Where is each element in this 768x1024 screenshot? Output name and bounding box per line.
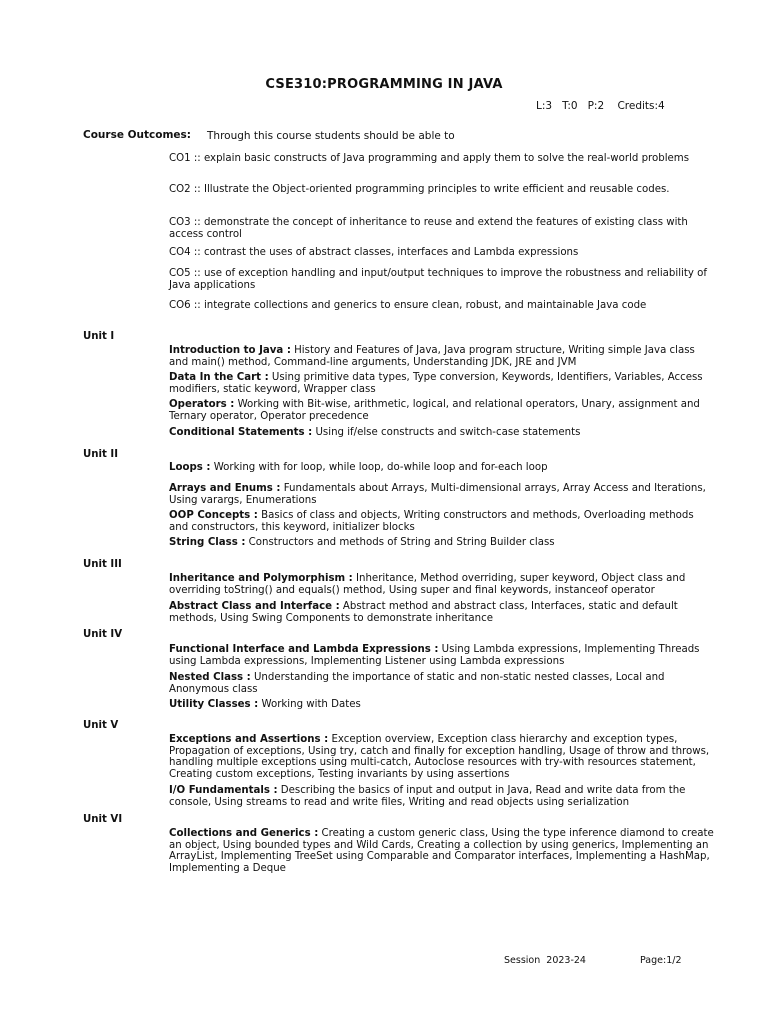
topic-body: Exception overview, Exception class hierarchy and exception types, Propagation of exceptions, Using try, catch and finally for exception handling, Usage of throw and throws, handling multiple exceptions using multi-catch, Autoclose resources with try-with resources statement, Creating custom exceptions, Testing invariants by using assertions	[169, 734, 710, 780]
unit-topic	[169, 483, 714, 506]
unit-topic	[169, 672, 714, 695]
unit-topic	[169, 345, 714, 368]
course-outcome-4: CO4 :: contrast the uses of abstract classes, interfaces and Lambda expressions	[169, 247, 579, 258]
topic-heading: Collections and Generics :	[169, 828, 319, 839]
topic-body: History and Features of Java, Java program structure, Writing simple Java class and main() method, Command-line arguments, Understanding JDK, JRE and JVM	[169, 345, 695, 368]
topic-heading: Loops :	[169, 462, 211, 473]
topic-body: Creating a custom generic class, Using the type inference diamond to create an object, Using bounded types and Wild Cards, Creating a collection by using generics, Implementing an ArrayList, Implementing TreeSet using Comparable and Comparator interfaces, Implementing a HashMap, Implementing a Deque	[169, 828, 714, 874]
course-outcome-2: CO2 :: Illustrate the Object-oriented programming principles to write efficient and reusable codes.	[169, 184, 670, 195]
topic-body: Inheritance, Method overriding, super keyword, Object class and overriding toString() and equals() method, Using super and final keywords, instanceof operator	[169, 573, 686, 596]
topic-body: Fundamentals about Arrays, Multi-dimensional arrays, Array Access and Iterations, Using varargs, Enumerations	[169, 483, 706, 506]
course-outcome-5: CO5 :: use of exception handling and input/output techniques to improve the robustness and reliability of Java applications	[169, 268, 707, 291]
unit-label: Unit II	[83, 449, 119, 460]
topic-body: Understanding the importance of static and non-static nested classes, Local and Anonymous class	[169, 672, 665, 695]
unit-topic	[169, 537, 714, 549]
credits-line: L:3 T:0 P:2 Credits:4	[536, 100, 665, 112]
unit-label: Unit V	[83, 720, 119, 731]
topic-heading: Data In the Cart :	[169, 372, 269, 383]
topic-heading: I/O Fundamentals :	[169, 785, 278, 796]
unit-topic	[169, 699, 714, 711]
topic-body: Basics of class and objects, Writing constructors and methods, Overloading methods and constructors, this keyword, initializer blocks	[169, 510, 694, 533]
topic-body: Using if/else constructs and switch-case statements	[312, 427, 581, 438]
session-label: Session 2023-24	[504, 955, 586, 966]
course-title: CSE310:PROGRAMMING IN JAVA	[265, 77, 503, 92]
topic-body: Using primitive data types, Type conversion, Keywords, Identifiers, Variables, Access modifiers, static keyword, Wrapper class	[169, 372, 703, 395]
topic-heading: String Class :	[169, 537, 246, 548]
unit-topic	[169, 427, 714, 439]
topic-heading: Arrays and Enums :	[169, 483, 281, 494]
topic-body: Working with for loop, while loop, do-while loop and for-each loop	[210, 462, 548, 473]
course-outcome-3: CO3 :: demonstrate the concept of inheritance to reuse and extend the features of existing class with access control	[169, 217, 688, 240]
unit-label: Unit III	[83, 559, 122, 570]
unit-label: Unit I	[83, 331, 115, 342]
topic-body: Using Lambda expressions, Implementing Threads using Lambda expressions, Implementing Listener using Lambda expressions	[169, 644, 700, 667]
topic-body: Working with Bit-wise, arithmetic, logical, and relational operators, Unary, assignment and Ternary operator, Operator precedence	[169, 399, 700, 422]
unit-label: Unit VI	[83, 814, 123, 825]
unit-topic	[169, 372, 714, 395]
unit-topic	[169, 601, 714, 624]
unit-topic	[169, 734, 714, 780]
topic-heading: Introduction to Java :	[169, 345, 291, 356]
topic-heading: OOP Concepts :	[169, 510, 258, 521]
course-outcome-1: CO1 :: explain basic constructs of Java programming and apply them to solve the real-world problems	[169, 153, 690, 164]
unit-topic	[169, 573, 714, 596]
topic-heading: Exceptions and Assertions :	[169, 734, 329, 745]
topic-heading: Abstract Class and Interface :	[169, 601, 340, 612]
unit-topic	[169, 644, 714, 667]
topic-body: Abstract method and abstract class, Interfaces, static and default methods, Using Swing Components to demonstrate inheritance	[169, 601, 678, 624]
topic-heading: Utility Classes :	[169, 699, 259, 710]
topic-body: Constructors and methods of String and String Builder class	[245, 537, 555, 548]
unit-topic	[169, 399, 714, 422]
course-outcome-6: CO6 :: integrate collections and generics to ensure clean, robust, and maintainable Java code	[169, 300, 647, 311]
course-outcomes-heading: Course Outcomes:	[83, 129, 191, 141]
page-number: Page:1/2	[640, 955, 682, 966]
course-outcomes-intro: Through this course students should be able to	[207, 130, 455, 142]
unit-topic	[169, 462, 714, 474]
topic-body: Describing the basics of input and output in Java, Read and write data from the console, Using streams to read and write files, Writing and read objects using serialization	[169, 785, 686, 808]
topic-heading: Nested Class :	[169, 672, 251, 683]
unit-topic	[169, 510, 714, 533]
topic-heading: Inheritance and Polymorphism :	[169, 573, 353, 584]
topic-heading: Conditional Statements :	[169, 427, 313, 438]
topic-body: Working with Dates	[258, 699, 361, 710]
topic-heading: Functional Interface and Lambda Expressions :	[169, 644, 439, 655]
topic-heading: Operators :	[169, 399, 235, 410]
unit-topic	[169, 785, 714, 808]
unit-topic	[169, 828, 714, 874]
unit-label: Unit IV	[83, 629, 123, 640]
